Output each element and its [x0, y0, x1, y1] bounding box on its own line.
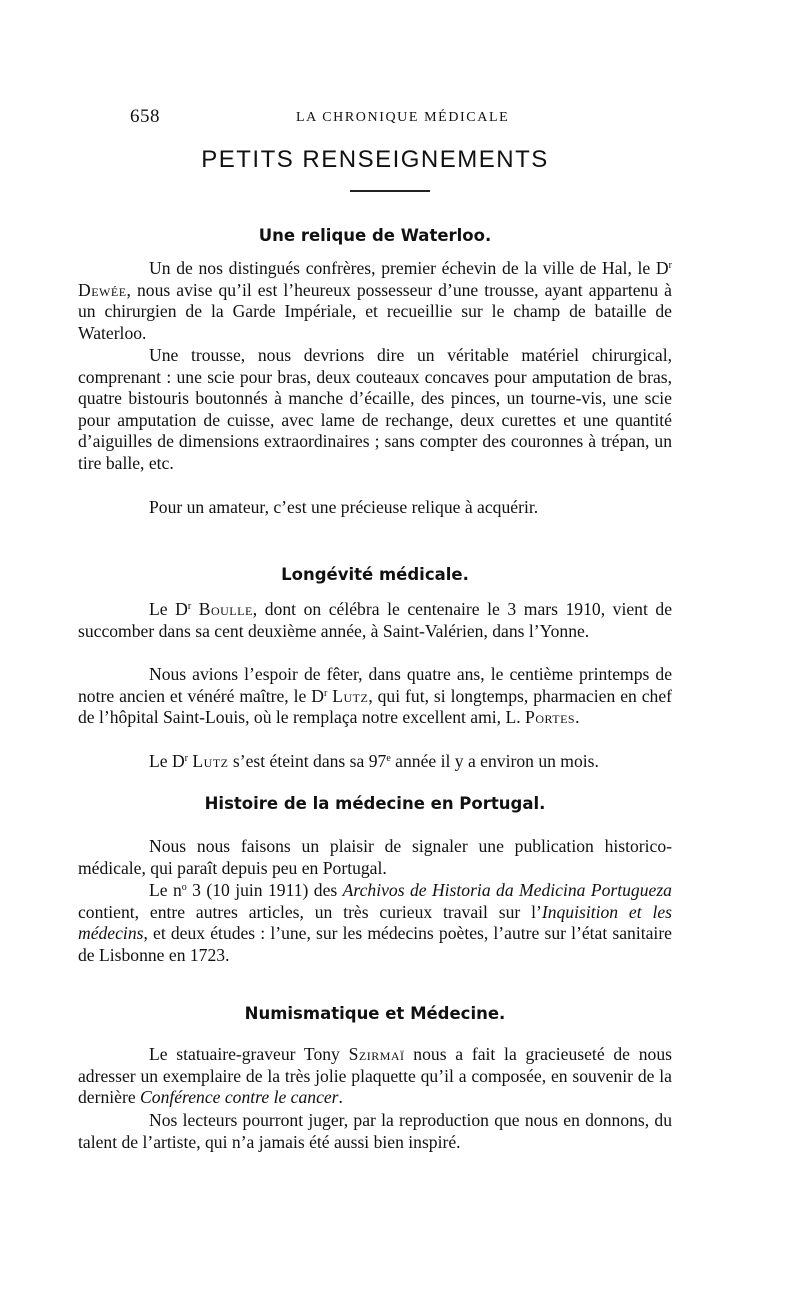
- page-title: PETITS RENSEIGNEMENTS: [201, 146, 549, 173]
- superscript: o: [181, 882, 187, 893]
- text: contient, entre autres articles, un très curieux travail sur l’: [78, 901, 542, 922]
- superscript: r: [184, 753, 189, 764]
- superscript: r: [187, 601, 192, 612]
- person-name: Szirmaï: [348, 1044, 405, 1064]
- paragraph: [78, 664, 672, 729]
- running-head: [78, 106, 672, 130]
- journal-title: Archivos de Historia da Medicina Portugueza: [342, 880, 672, 900]
- page-number: 658: [130, 106, 160, 127]
- text: Le statuaire-graveur Tony: [149, 1044, 349, 1064]
- title-rule: [350, 190, 430, 192]
- text: année il y a environ un mois.: [390, 751, 599, 771]
- text: , nous avise qu’il est l’heureux possesseur d’une trousse, ayant appartenu à un chirurgien de la Garde Impériale, et recueillie sur le champ de bataille de Waterloo.: [78, 279, 672, 343]
- paragraph: Nos lecteurs pourront juger, par la reproduction que nous en donnons, du talent de l’artiste, qui n’a jamais été aussi bien inspiré.: [78, 1110, 672, 1152]
- paragraph: Pour un amateur, c’est une précieuse relique à acquérir.: [149, 497, 539, 517]
- journal-name: LA CHRONIQUE MÉDICALE: [296, 110, 510, 125]
- person-name: Boulle: [198, 599, 253, 619]
- conference-title: Conférence contre le cancer: [140, 1087, 339, 1108]
- text: Le D: [149, 599, 188, 619]
- superscript: e: [386, 753, 391, 764]
- text: Le n: [149, 880, 182, 900]
- text: 3 (10 juin 1911) des: [186, 880, 343, 900]
- paragraph: [78, 1044, 672, 1109]
- person-name: Portes: [525, 707, 576, 728]
- text: , dont on célébra le centenaire le 3 mars 1910, vient de succomber dans sa cent deuxième année, à Saint-Valérien, dans l’Yonne.: [78, 599, 672, 641]
- text: , qui fut, si longtemps, pharmacien en chef de l’hôpital Saint-Louis, où le remplaça notre excellent ami, L.: [78, 685, 673, 728]
- text: .: [575, 707, 580, 728]
- text: .: [338, 1087, 343, 1108]
- article-title: Inquisition et les médecins: [78, 901, 673, 944]
- person-name: Lutz: [192, 751, 229, 771]
- section-heading-waterloo: Une relique de Waterloo.: [258, 226, 492, 245]
- text: , et deux études : l’une, sur les médecins poètes, l’autre sur l’état sanitaire de Lisbonne en 1723.: [78, 923, 672, 965]
- superscript: r: [323, 687, 328, 699]
- paragraph: [78, 880, 672, 966]
- text: Un de nos distingués confrères, premier échevin de la ville de Hal, le D: [149, 258, 669, 278]
- paragraph: [78, 599, 672, 642]
- paragraph: Nous nous faisons un plaisir de signaler une publication historico-médicale, qui paraît depuis peu en Portugal.: [78, 836, 672, 878]
- section-heading-numismatique: Numismatique et Médecine.: [244, 1004, 506, 1023]
- person-name: Dewée: [78, 279, 127, 300]
- paragraph: [78, 258, 672, 344]
- paragraph: Une trousse, nous devrions dire un véritable matériel chirurgical, comprenant : une scie pour bras, deux couteaux concaves pour amputation de bras, quatre bistouris boutonnés à manche d’écaille, des pinces, un tourne-vis, une scie pour amputation de cuisse, avec lame de rechange, deux curettes et une quantité d’aiguilles de dimensions extraordinaires ; sans compter des couronnes à trépan, un tire balle, etc.: [78, 345, 672, 473]
- text: Nous avions l’espoir de fêter, dans quatre ans, le centième printemps de notre ancien et vénéré maître, le D: [78, 664, 672, 706]
- person-name: Lutz: [332, 685, 369, 706]
- section-heading-portugal: Histoire de la médecine en Portugal.: [204, 794, 546, 813]
- paragraph: [78, 751, 672, 773]
- text: s’est éteint dans sa 97: [228, 751, 387, 771]
- section-heading-longevite: Longévité médicale.: [281, 565, 469, 584]
- text: nous a fait la gracieuseté de nous adresser un exemplaire de la très jolie plaquette qu’il a composée, en souvenir de la dernière: [78, 1044, 672, 1108]
- superscript: r: [668, 260, 672, 271]
- text: Le D: [149, 751, 185, 771]
